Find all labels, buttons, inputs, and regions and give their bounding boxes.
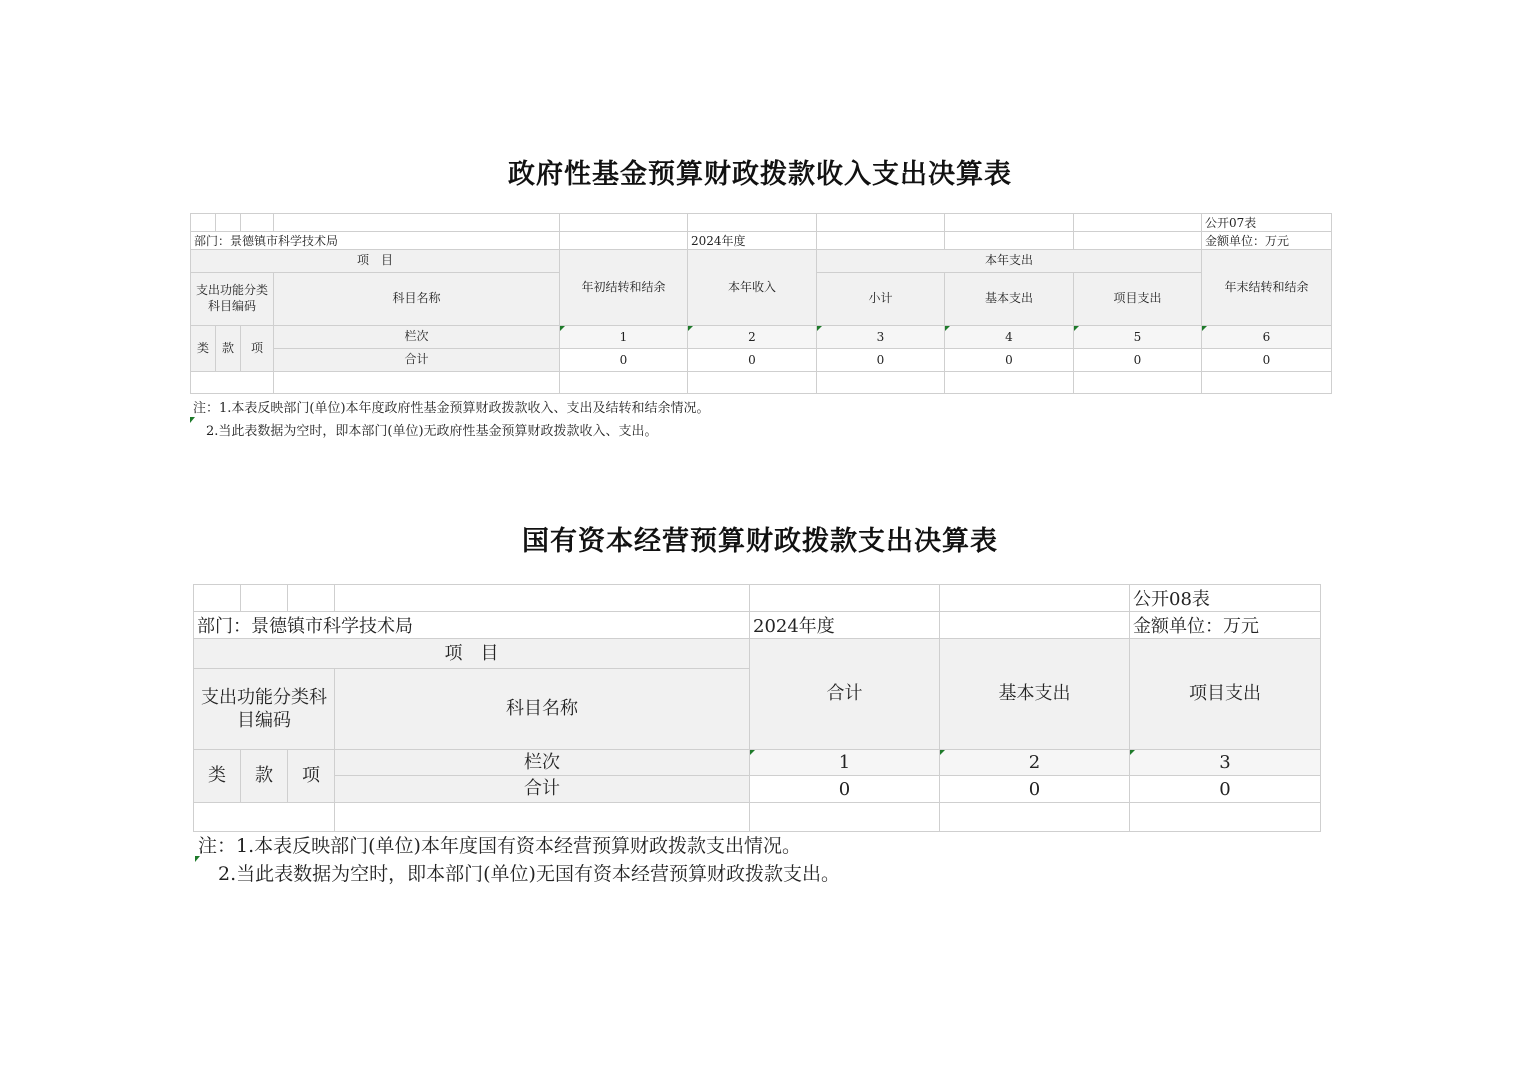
header-kuan: 款 <box>241 750 288 803</box>
total-cell: 0 <box>817 349 945 372</box>
blank-cell <box>241 585 288 612</box>
table2-note-2: 2.当此表数据为空时，即本部门(单位)无国有资本经营预算财政拨款支出。 <box>218 863 840 885</box>
header-xiang: 项 <box>288 750 335 803</box>
column-index-cell: 5 <box>1074 326 1202 349</box>
form-number: 公开08表 <box>1130 585 1321 612</box>
total-cell: 0 <box>945 349 1074 372</box>
empty-cell <box>191 372 274 394</box>
blank-cell <box>335 585 750 612</box>
header-project-expense: 项目支出 <box>1074 273 1202 326</box>
header-subject-name: 科目名称 <box>274 273 560 326</box>
blank-cell <box>216 214 241 232</box>
header-end-balance: 年末结转和结余 <box>1202 250 1332 326</box>
blank-cell <box>288 585 335 612</box>
fiscal-year: 2024年度 <box>688 232 817 250</box>
empty-cell <box>194 803 335 832</box>
header-lei: 类 <box>191 326 216 372</box>
empty-cell <box>940 803 1130 832</box>
blank-cell <box>1074 232 1202 250</box>
blank-cell <box>750 585 940 612</box>
total-cell: 0 <box>1202 349 1332 372</box>
empty-cell <box>1074 372 1202 394</box>
table2-note-1: 注：1.本表反映部门(单位)本年度国有资本经营预算财政拨款支出情况。 <box>198 835 801 857</box>
column-index-cell: 1 <box>750 750 940 776</box>
blank-cell <box>817 214 945 232</box>
header-total: 合计 <box>750 639 940 750</box>
total-cell: 0 <box>688 349 817 372</box>
blank-cell <box>688 214 817 232</box>
blank-cell <box>945 214 1074 232</box>
header-begin-balance: 年初结转和结余 <box>560 250 688 326</box>
header-item: 项 目 <box>194 639 750 669</box>
cell-comment-marker <box>195 856 200 862</box>
table1-note-2: 2.当此表数据为空时，即本部门(单位)无政府性基金预算财政拨款收入、支出。 <box>206 424 658 439</box>
blank-cell <box>194 585 241 612</box>
form-number: 公开07表 <box>1202 214 1332 232</box>
header-item: 项 目 <box>191 250 560 273</box>
department-label: 部门：景德镇市科学技术局 <box>191 232 560 250</box>
header-lei: 类 <box>194 750 241 803</box>
blank-cell <box>274 214 560 232</box>
header-annual-expense: 本年支出 <box>817 250 1202 273</box>
total-cell: 0 <box>1130 776 1321 803</box>
blank-cell <box>241 214 274 232</box>
amount-unit: 金额单位：万元 <box>1130 612 1321 639</box>
empty-cell <box>1202 372 1332 394</box>
table2-title: 国有资本经营预算财政拨款支出决算表 <box>522 526 998 557</box>
column-index-cell: 3 <box>1130 750 1321 776</box>
header-kuan: 款 <box>216 326 241 372</box>
column-index-label: 栏次 <box>274 326 560 349</box>
blank-cell <box>817 232 945 250</box>
empty-cell <box>274 372 560 394</box>
column-index-cell: 3 <box>817 326 945 349</box>
empty-cell <box>817 372 945 394</box>
column-index-cell: 2 <box>940 750 1130 776</box>
department-label: 部门：景德镇市科学技术局 <box>194 612 750 639</box>
table1-note-1: 注：1.本表反映部门(单位)本年度政府性基金预算财政拨款收入、支出及结转和结余情况。 <box>193 401 710 416</box>
header-subtotal: 小计 <box>817 273 945 326</box>
empty-cell <box>688 372 817 394</box>
government-fund-budget-table <box>190 213 1332 394</box>
total-label: 合计 <box>335 776 750 803</box>
cell-comment-marker <box>190 417 195 423</box>
blank-cell <box>940 585 1130 612</box>
header-annual-income: 本年收入 <box>688 250 817 326</box>
empty-cell <box>1130 803 1321 832</box>
column-index-label: 栏次 <box>335 750 750 776</box>
state-capital-budget-table <box>193 584 1321 832</box>
blank-cell <box>560 232 688 250</box>
header-basic-expense: 基本支出 <box>945 273 1074 326</box>
column-index-cell: 4 <box>945 326 1074 349</box>
blank-cell <box>191 214 216 232</box>
blank-cell <box>560 214 688 232</box>
column-index-cell: 2 <box>688 326 817 349</box>
total-cell: 0 <box>560 349 688 372</box>
total-label: 合计 <box>274 349 560 372</box>
total-cell: 0 <box>750 776 940 803</box>
table1-title: 政府性基金预算财政拨款收入支出决算表 <box>508 159 1012 190</box>
header-subject-name: 科目名称 <box>335 669 750 750</box>
column-index-cell: 1 <box>560 326 688 349</box>
header-xiang: 项 <box>241 326 274 372</box>
total-cell: 0 <box>940 776 1130 803</box>
empty-cell <box>945 372 1074 394</box>
header-function-code: 支出功能分类科目编码 <box>194 669 335 750</box>
blank-cell <box>1074 214 1202 232</box>
header-function-code: 支出功能分类科目编码 <box>191 273 274 326</box>
empty-cell <box>560 372 688 394</box>
total-cell: 0 <box>1074 349 1202 372</box>
header-basic-expense: 基本支出 <box>940 639 1130 750</box>
column-index-cell: 6 <box>1202 326 1332 349</box>
empty-cell <box>750 803 940 832</box>
blank-cell <box>940 612 1130 639</box>
blank-cell <box>945 232 1074 250</box>
fiscal-year: 2024年度 <box>750 612 940 639</box>
header-project-expense: 项目支出 <box>1130 639 1321 750</box>
amount-unit: 金额单位：万元 <box>1202 232 1332 250</box>
empty-cell <box>335 803 750 832</box>
